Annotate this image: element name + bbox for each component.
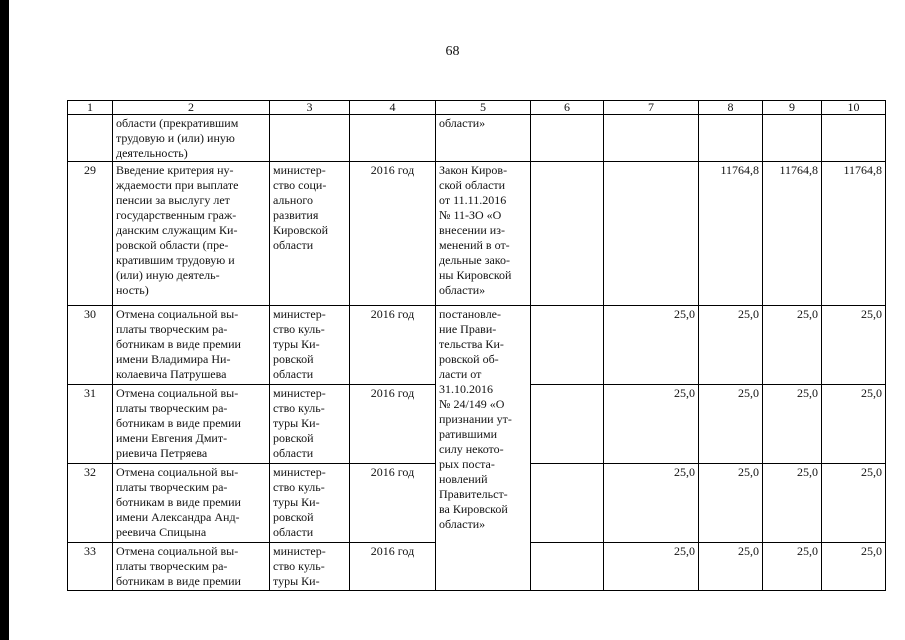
ministry-cell: министер- ство куль- туры Ки- ровской области [270,385,350,464]
value-cell-8 [699,115,763,162]
header-row [68,101,886,115]
document-cell-merged: постановле- ние Прави- тельства Ки- ровской об- ласти от 31.10.2016 № 24/149 «О признании ут- ратившими силу некото- рых поста- новлений Правительст- ва Кировской области» [436,306,531,591]
header-cell-6: 6 [531,101,604,115]
value-cell-6 [531,464,604,543]
value-cell-8: 11764,8 [699,162,763,306]
header-cell-7: 7 [604,101,699,115]
header-cell-2: 2 [113,101,270,115]
value-cell-9: 25,0 [763,385,822,464]
table-row-continuation [68,115,886,162]
value-cell-7: 25,0 [604,385,699,464]
measure-cell: Введение критерия ну- ждаемости при выплате пенсии за выслугу лет государственным граж- данским служащим Ки- ровской области (пре- кратившим трудовую и (или) иную деятель- ность) [113,162,270,306]
row-number-cell: 33 [68,543,113,591]
measure-cell: Отмена социальной вы- платы творческим ра- ботникам в виде премии имени Владимира Ни- колаевича Патрушева [113,306,270,385]
ministry-cell [270,115,350,162]
header-cell-9: 9 [763,101,822,115]
value-cell-8: 25,0 [699,464,763,543]
value-cell-9: 11764,8 [763,162,822,306]
scan-edge-bar [0,0,9,640]
number-cell [68,115,113,162]
page-number: 68 [445,44,460,59]
value-cell-10: 25,0 [822,385,886,464]
header-cell-5: 5 [436,101,531,115]
value-cell-7 [604,162,699,306]
value-cell-8: 25,0 [699,385,763,464]
measure-cell: Отмена социальной вы- платы творческим ра- ботникам в виде премии имени Евгения Дмит- риевича Петряева [113,385,270,464]
value-cell-6 [531,543,604,591]
value-cell-6 [531,306,604,385]
value-cell-9 [763,115,822,162]
table-row [68,306,886,385]
row-number-cell: 29 [68,162,113,306]
value-cell-7 [604,115,699,162]
header-cell-1: 1 [68,101,113,115]
value-cell-8: 25,0 [699,306,763,385]
ministry-cell: министер- ство куль- туры Ки- [270,543,350,591]
document-cell: Закон Киров- ской области от 11.11.2016 № 11-ЗО «О внесении из- менений в от- дельные зако- ны Кировской области» [436,162,531,306]
value-cell-10: 25,0 [822,543,886,591]
year-cell: 2016 год [350,306,436,385]
value-cell-7: 25,0 [604,543,699,591]
year-cell: 2016 год [350,385,436,464]
year-cell: 2016 год [350,162,436,306]
value-cell-10 [822,115,886,162]
value-cell-6 [531,162,604,306]
value-cell-9: 25,0 [763,464,822,543]
value-cell-7: 25,0 [604,306,699,385]
budget-measures-table [67,100,886,591]
header-cell-8: 8 [699,101,763,115]
header-cell-10: 10 [822,101,886,115]
value-cell-6 [531,385,604,464]
header-cell-3: 3 [270,101,350,115]
row-number-cell: 30 [68,306,113,385]
ministry-cell: министер- ство куль- туры Ки- ровской области [270,306,350,385]
value-cell-10: 11764,8 [822,162,886,306]
measure-cell: Отмена социальной вы- платы творческим ра- ботникам в виде премии [113,543,270,591]
value-cell-10: 25,0 [822,464,886,543]
measure-cell: области (прекратившим трудовую и (или) иную деятельность) [113,115,270,162]
value-cell-7: 25,0 [604,464,699,543]
row-number-cell: 31 [68,385,113,464]
table-row [68,162,886,306]
ministry-cell: министер- ство куль- туры Ки- ровской области [270,464,350,543]
document-cell: области» [436,115,531,162]
year-cell [350,115,436,162]
value-cell-9: 25,0 [763,306,822,385]
value-cell-9: 25,0 [763,543,822,591]
row-number-cell: 32 [68,464,113,543]
year-cell: 2016 год [350,464,436,543]
year-cell: 2016 год [350,543,436,591]
header-cell-4: 4 [350,101,436,115]
measure-cell: Отмена социальной вы- платы творческим ра- ботникам в виде премии имени Александра Анд- реевича Спицына [113,464,270,543]
ministry-cell: министер- ство соци- ального развития Кировской области [270,162,350,306]
value-cell-6 [531,115,604,162]
value-cell-8: 25,0 [699,543,763,591]
value-cell-10: 25,0 [822,306,886,385]
